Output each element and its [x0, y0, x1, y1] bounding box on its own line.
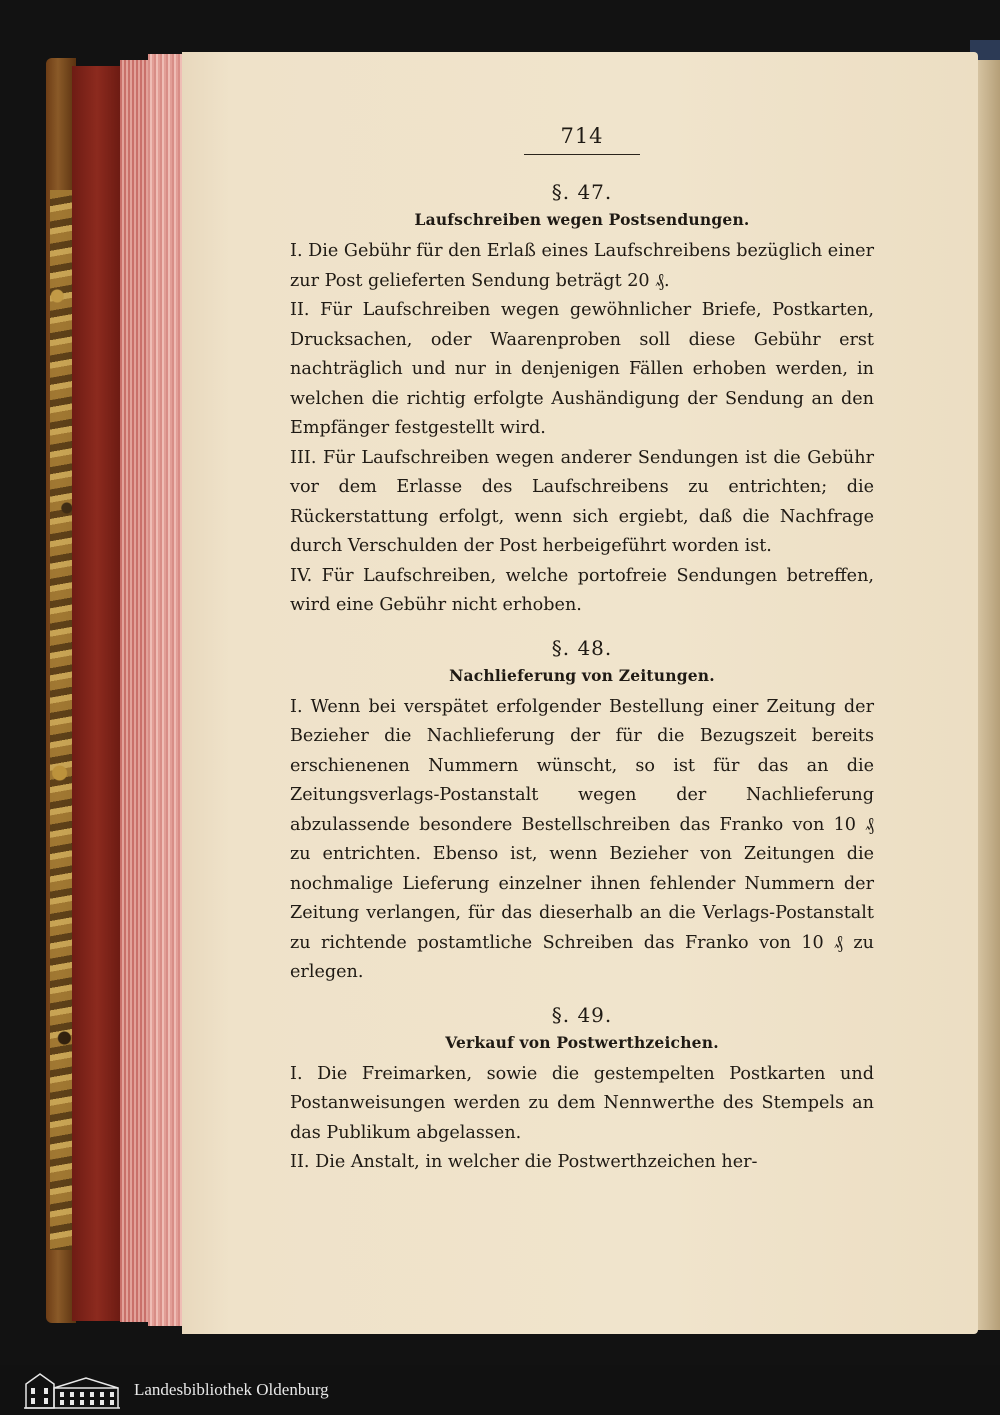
page-number-rule	[524, 154, 640, 155]
library-building-icon	[22, 1370, 122, 1410]
marbled-cover-paper	[50, 190, 74, 1250]
section-47	[290, 177, 874, 621]
section-number: §. 49.	[551, 1002, 613, 1027]
library-name: Landesbibliothek Oldenburg	[134, 1380, 329, 1399]
page-content	[290, 124, 874, 1178]
paragraph: II. Die Anstalt, in welcher die Postwerthzeichen her-	[290, 1152, 758, 1172]
paragraph: IV. Für Laufschreiben, welche portofreie Sendungen betreffen, wird eine Gebühr nicht erhoben.	[290, 565, 874, 615]
section-title: Verkauf von Postwerthzeichen.	[445, 1032, 719, 1052]
section-number: §. 47.	[551, 180, 613, 204]
section-number: §. 48.	[551, 635, 613, 660]
paragraph: I. Wenn bei verspätet erfolgender Bestellung einer Zeitung der Bezieher die Nachlieferung der für die Bezugszeit bereits erschienenen Nummern wünscht, so ist für das an die Zeitungsverlags-Postanstalt wegen der Nachlieferung abzulassende besondere Bestellschreiben das Franko von 10 ₰ zu entrichten. Ebenso ist, wenn Bezieher von Zeitungen die nochmalige Lieferung einzelner ihnen fehlender Nummern der Zeitung verlangen, für das dieserhalb an die Verlags-Postanstalt zu richtende postamtliche Schreiben das Franko von 10 ₰ zu erlegen.	[290, 696, 874, 982]
paragraph: I. Die Gebühr für den Erlaß eines Laufschreibens bezüglich einer zur Post gelieferten Sendung beträgt 20 ₰.	[290, 241, 874, 291]
page-edge-dark	[72, 66, 122, 1321]
next-page-edge	[976, 60, 1000, 1330]
paragraph: I. Die Freimarken, sowie die gestempelten Postkarten und Postanweisungen werden zu dem Nennwerthe des Stempels an das Publikum abgelassen.	[290, 1063, 874, 1143]
section-48	[290, 633, 874, 988]
spacer	[290, 988, 874, 1000]
spacer	[290, 621, 874, 633]
paragraph: III. Für Laufschreiben wegen anderer Sendungen ist die Gebühr vor dem Erlasse des Laufschreibens zu entrichten; die Rückerstattung erfolgt, wenn sich ergiebt, daß die Nachfrage durch Verschulden der Post herbeigeführt worden ist.	[290, 447, 874, 556]
section-title: Nachlieferung von Zeitungen.	[449, 665, 715, 685]
section-title: Laufschreiben wegen Postsendungen.	[414, 210, 750, 229]
paragraph: II. Für Laufschreiben wegen gewöhnlicher Briefe, Postkarten, Drucksachen, oder Waarenproben soll diese Gebühr erst nachträglich und nur in denjenigen Fällen erhoben werden, in welchen die richtig erfolgte Aushändigung der Sendung an den Empfänger festgestellt wird.	[290, 300, 874, 438]
section-49	[290, 1000, 874, 1178]
page-edge-pink	[148, 54, 184, 1326]
footer-bar	[0, 1365, 1000, 1415]
page-edge-light	[120, 60, 150, 1322]
page-number: 714	[560, 124, 604, 148]
